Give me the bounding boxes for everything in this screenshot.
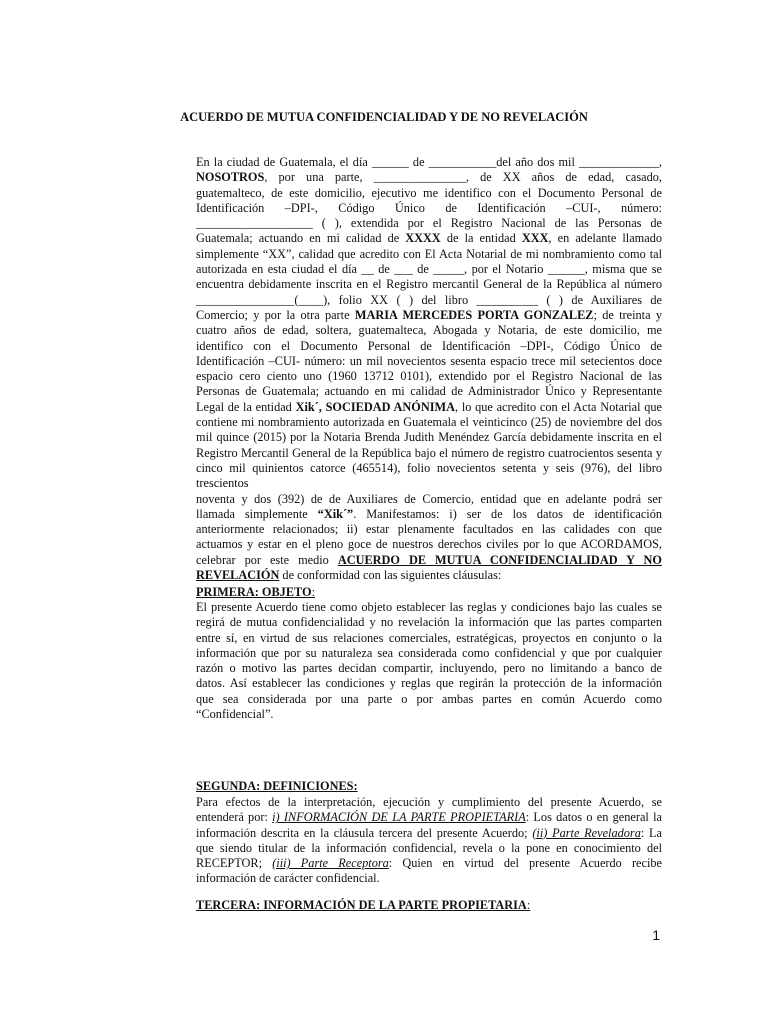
text-line xyxy=(196,308,662,323)
text-span: Comercio; y por la otra parte xyxy=(196,307,355,322)
heading-colon: : xyxy=(311,585,315,599)
text-line xyxy=(196,507,662,522)
text-span: llamada simplemente xyxy=(196,506,318,521)
xxx-label: XXX xyxy=(521,231,549,246)
party-name: MARIA MERCEDES PORTA GONZALEZ xyxy=(354,307,594,322)
text-line: espacio cero ciento uno (1960 13712 0101), extendido por el Registro Nacional de las xyxy=(196,369,662,384)
text-span: , lo que acredito con el Acta Notarial que xyxy=(455,399,663,414)
text-span: Guatemala; actuando en mi calidad de xyxy=(196,231,406,246)
text-span: entenderá por: xyxy=(196,810,273,825)
text-line: Para efectos de la interpretación, ejecución y cumplimiento del presente Acuerdo, se xyxy=(196,795,662,809)
text-line: El presente Acuerdo tiene como objeto establecer las reglas y condiciones bajo las cuales se xyxy=(196,600,662,614)
text-line: datos. Así establecer las condiciones y reglas que regirán la protección de la información xyxy=(196,676,662,691)
heading-text: PRIMERA: OBJETO xyxy=(196,585,312,599)
heading-text: TERCERA: INFORMACIÓN DE LA PARTE PROPIETARIA xyxy=(196,898,527,912)
text-line: autorizada en esta ciudad el día __ de ___ de _____, por el Notario ______, misma que se xyxy=(196,262,662,277)
text-span: : La xyxy=(640,825,662,840)
text-line xyxy=(196,568,662,583)
company-short-name: “Xik´” xyxy=(317,506,354,521)
text-span: RECEPTOR; xyxy=(196,856,273,871)
text-line: entre sí, en virtud de sus relaciones comerciales, estratégicas, proyectos en conjunto o la xyxy=(196,630,662,645)
section-heading-tercera xyxy=(196,898,530,913)
text-span: . Manifestamos: i) ser de los datos de identificación xyxy=(353,506,662,521)
text-span: de conformidad con las siguientes cláusulas: xyxy=(279,568,502,583)
definition-term: (iii) Parte Receptora xyxy=(272,856,389,871)
text-line: Personas de Guatemala; actuando en mi calidad de Administrador Único y Representante xyxy=(196,384,662,399)
text-line: contiene mi nombramiento autorizada en Guatemala el veinticinco (25) de noviembre del dos xyxy=(196,415,662,430)
text-line: cinco mil quinientos catorce (465514), folio novecientos setenta y seis (976), del libro trescientos xyxy=(196,460,662,491)
heading-colon: : xyxy=(526,898,531,912)
page-number: 1 xyxy=(652,927,660,943)
text-line: encuentra debidamente inscrita en el Registro mercantil General de la República al número xyxy=(196,277,662,292)
text-line xyxy=(196,856,662,871)
text-span: : Quien en virtud del presente Acuerdo recibe xyxy=(388,856,662,871)
text-line xyxy=(196,231,662,246)
primera-paragraph xyxy=(196,600,662,722)
nosotros-label: NOSOTROS xyxy=(196,170,265,185)
text-span: , por una parte, _______________, de XX años de edad, casado, xyxy=(264,170,662,185)
text-line xyxy=(196,553,662,568)
text-line xyxy=(196,826,662,841)
company-name: Xik´, SOCIEDAD ANÓNIMA xyxy=(295,399,456,414)
text-line: información de carácter confidencial. xyxy=(196,871,380,886)
text-line: noventa y dos (392) de de Auxiliares de Comercio, entidad que en adelante podrá ser xyxy=(196,491,662,506)
agreement-name: ACUERDO DE MUTUA CONFIDENCIALIDAD Y NO xyxy=(337,552,662,567)
text-line: cuatro años de edad, soltera, guatemalteca, Abogada y Notaria, de este domicilio, me xyxy=(196,323,662,338)
text-line: simplemente “XX”, calidad que acredito con El Acta Notarial de mi nombramiento como tal xyxy=(196,246,662,261)
text-line: razón o motivo las partes decidan compartir, incluyendo, pero no limitando a banco de xyxy=(196,661,662,676)
text-line: regirá de mutua confidencialidad y no revelación la información que las partes comparten xyxy=(196,615,662,630)
text-line: identifico con el Documento Personal de Identificación –DPI-, Código Único de xyxy=(196,338,662,353)
text-line: Identificación –DPI-, Código Único de Identificación –CUI-, número: xyxy=(196,200,662,215)
section-heading-primera xyxy=(196,585,315,600)
text-line xyxy=(196,170,662,185)
text-span: ; de treinta y xyxy=(593,307,663,322)
text-span: , en adelante llamado xyxy=(548,231,662,246)
text-line: anteriormente relacionados; ii) estar plenamente facultados en las calidades con que xyxy=(196,522,662,537)
text-span: información descrita en la cláusula tercera del presente Acuerdo; xyxy=(196,825,533,840)
text-line: mil quince (2015) por la Notaria Brenda Judith Menéndez García debidamente inscrita en el xyxy=(196,430,662,445)
text-line: Identificación –CUI- número: un mil novecientos sesenta espacio trece mil setecientos doce xyxy=(196,353,662,368)
text-line xyxy=(196,810,662,825)
text-line: ___________________ ( ), extendida por el Registro Nacional de las Personas de xyxy=(196,216,662,231)
definition-term: (ii) Parte Reveladora xyxy=(532,825,641,840)
text-span: : Los datos o en general la xyxy=(525,810,662,825)
text-line: que sea considerada por una parte o por ambas partes en común Acuerdo como xyxy=(196,691,662,706)
text-line: información que por su naturaleza sea considerada como confidencial y que por cualquier xyxy=(196,645,662,660)
xxxx-label: XXXX xyxy=(405,231,441,246)
document-title: ACUERDO DE MUTUA CONFIDENCIALIDAD Y DE NO REVELACIÓN xyxy=(180,110,588,124)
text-line: “Confidencial”. xyxy=(196,707,274,722)
intro-paragraph xyxy=(196,155,662,583)
agreement-name-end: REVELACIÓN xyxy=(196,568,280,583)
text-line: que siendo titular de la información confidencial, revela o la pone en conocimiento del xyxy=(196,840,662,855)
segunda-paragraph xyxy=(196,795,662,887)
text-line: guatemalteco, de este domicilio, ejecutivo me identifico con el Documento Personal de xyxy=(196,185,662,200)
text-span: Legal de la entidad xyxy=(196,399,296,414)
definition-term: i) INFORMACIÓN DE LA PARTE PROPIETARIA xyxy=(272,810,526,825)
text-line: actuamos y estar en el pleno goce de nuestros derechos civiles por lo que ACORDAMOS, xyxy=(196,537,662,552)
text-line: ________________(____), folio XX ( ) del libro __________ ( ) de Auxiliares de xyxy=(196,292,662,307)
section-heading-segunda: SEGUNDA: DEFINICIONES: xyxy=(196,779,358,793)
text-span: celebrar por este medio xyxy=(196,552,338,567)
text-line: En la ciudad de Guatemala, el día ______ de ___________del año dos mil _____________, xyxy=(196,155,662,169)
text-line: Registro Mercantil General de la República bajo el número de registro cuatrocientos sesenta y xyxy=(196,445,662,460)
text-span: de la entidad xyxy=(440,231,522,246)
text-line xyxy=(196,400,662,415)
